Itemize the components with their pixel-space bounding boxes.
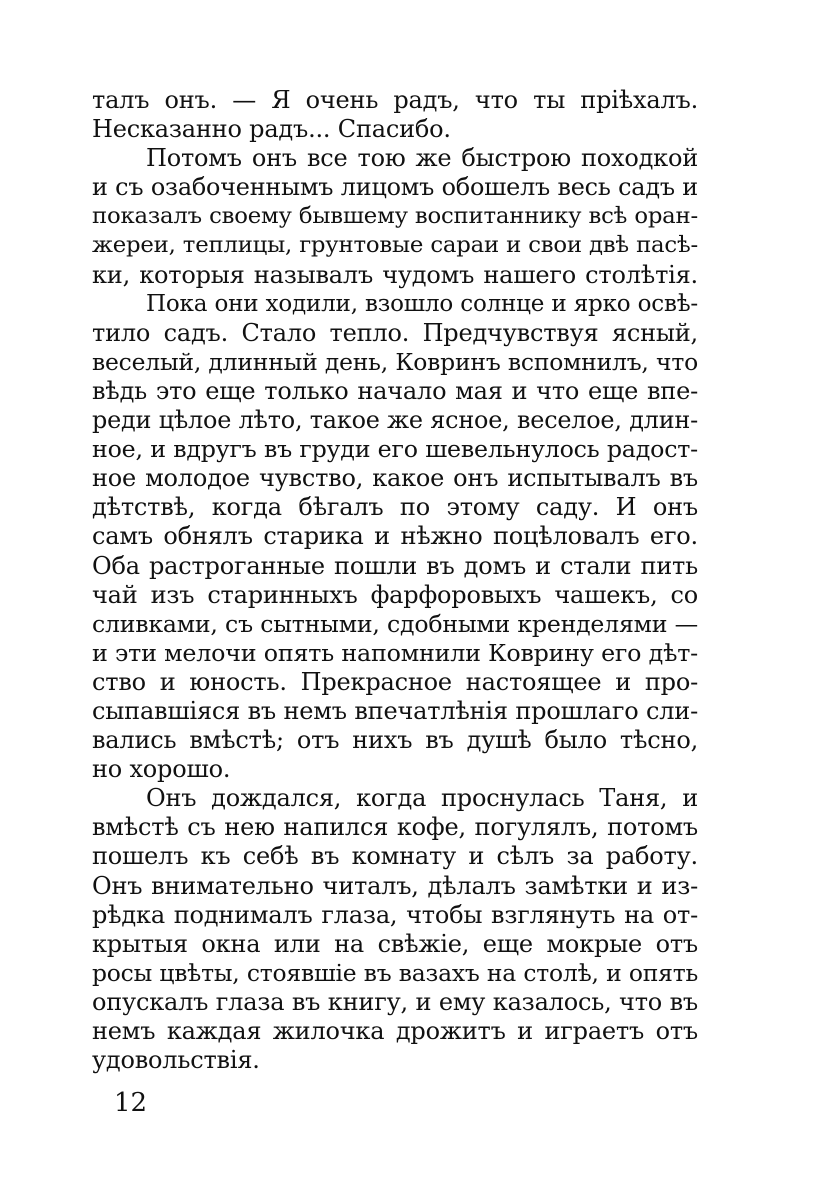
text-line: ное молодое чувство, какое онъ испытывалъ въ — [92, 464, 698, 493]
text-line: крытыя окна или на свѣжіе, еще мокрые отъ — [92, 929, 698, 958]
text-line: вмѣстѣ съ нею напился кофе, погулялъ, потомъ — [92, 813, 698, 842]
text-line: дѣтствѣ, когда бѣгалъ по этому саду. И онъ — [92, 493, 698, 522]
text-line: и эти мелочи опять напомнили Коврину его дѣт- — [92, 638, 698, 667]
text-line: показалъ своему бывшему воспитаннику всѣ оран- — [92, 203, 698, 230]
text-line: сыпавшіяся въ немъ впечатлѣнія прошлаго сли- — [92, 696, 698, 725]
text-line: сливками, съ сытными, сдобными кренделями — — [92, 609, 698, 638]
text-line: рѣдка поднималъ глаза, чтобы взглянуть на от- — [92, 900, 698, 929]
text-line: ки, которыя называлъ чудомъ нашего столѣтія. — [92, 260, 698, 289]
page-number: 12 — [114, 1088, 148, 1118]
text-line: самъ обнялъ старика и нѣжно поцѣловалъ его. — [92, 522, 698, 551]
text-line: Оба растроганные пошли въ домъ и стали пить — [92, 551, 698, 580]
text-line: Пока они ходили, взошло солнце и ярко освѣ- — [146, 290, 698, 317]
text-line: немъ каждая жилочка дрожитъ и играетъ отъ — [92, 1017, 698, 1045]
text-line: ство и юность. Прекрасное настоящее и про- — [92, 667, 698, 696]
text-line: вѣдь это еще только начало мая и что еще впе- — [92, 376, 698, 405]
text-line: росы цвѣты, стоявшіе въ вазахъ на столѣ, и опять — [92, 958, 698, 987]
text-line: опускалъ глаза въ книгу, и ему казалось, что въ — [92, 987, 698, 1016]
text-line: чай изъ старинныхъ фарфоровыхъ чашекъ, со — [92, 580, 698, 609]
text-line: тило садъ. Стало тепло. Предчувствуя ясный, — [92, 318, 698, 347]
text-line: но хорошо. — [92, 755, 231, 784]
text-line: вались вмѣстѣ; отъ нихъ въ душѣ было тѣсно, — [92, 726, 698, 755]
text-line: веселый, длинный день, Ковринъ вспомнилъ, что — [92, 347, 698, 376]
body-text — [92, 86, 698, 1075]
text-line: Потомъ онъ все тою же быстрою походкой — [146, 144, 698, 173]
text-line: Онъ дождался, когда проснулась Таня, и — [146, 784, 698, 813]
text-line: реди цѣлое лѣто, такое же ясное, веселое, длин- — [92, 406, 698, 435]
text-line: пошелъ къ себѣ въ комнату и сѣлъ за работу. — [92, 842, 698, 871]
text-line: ное, и вдругъ въ груди его шевельнулось радост- — [92, 435, 698, 464]
text-line: и съ озабоченнымъ лицомъ обошелъ весь садъ и — [92, 173, 698, 202]
text-line: Онъ внимательно читалъ, дѣлалъ замѣтки и из- — [92, 871, 698, 900]
text-line: жереи, теплицы, грунтовые сараи и свои двѣ пасѣ- — [92, 232, 698, 259]
text-line: Несказанно радъ... Спасибо. — [92, 115, 451, 144]
text-line: талъ онъ. — Я очень радъ, что ты пріѣхалъ. — [92, 86, 698, 114]
text-line: удовольствія. — [92, 1046, 260, 1075]
